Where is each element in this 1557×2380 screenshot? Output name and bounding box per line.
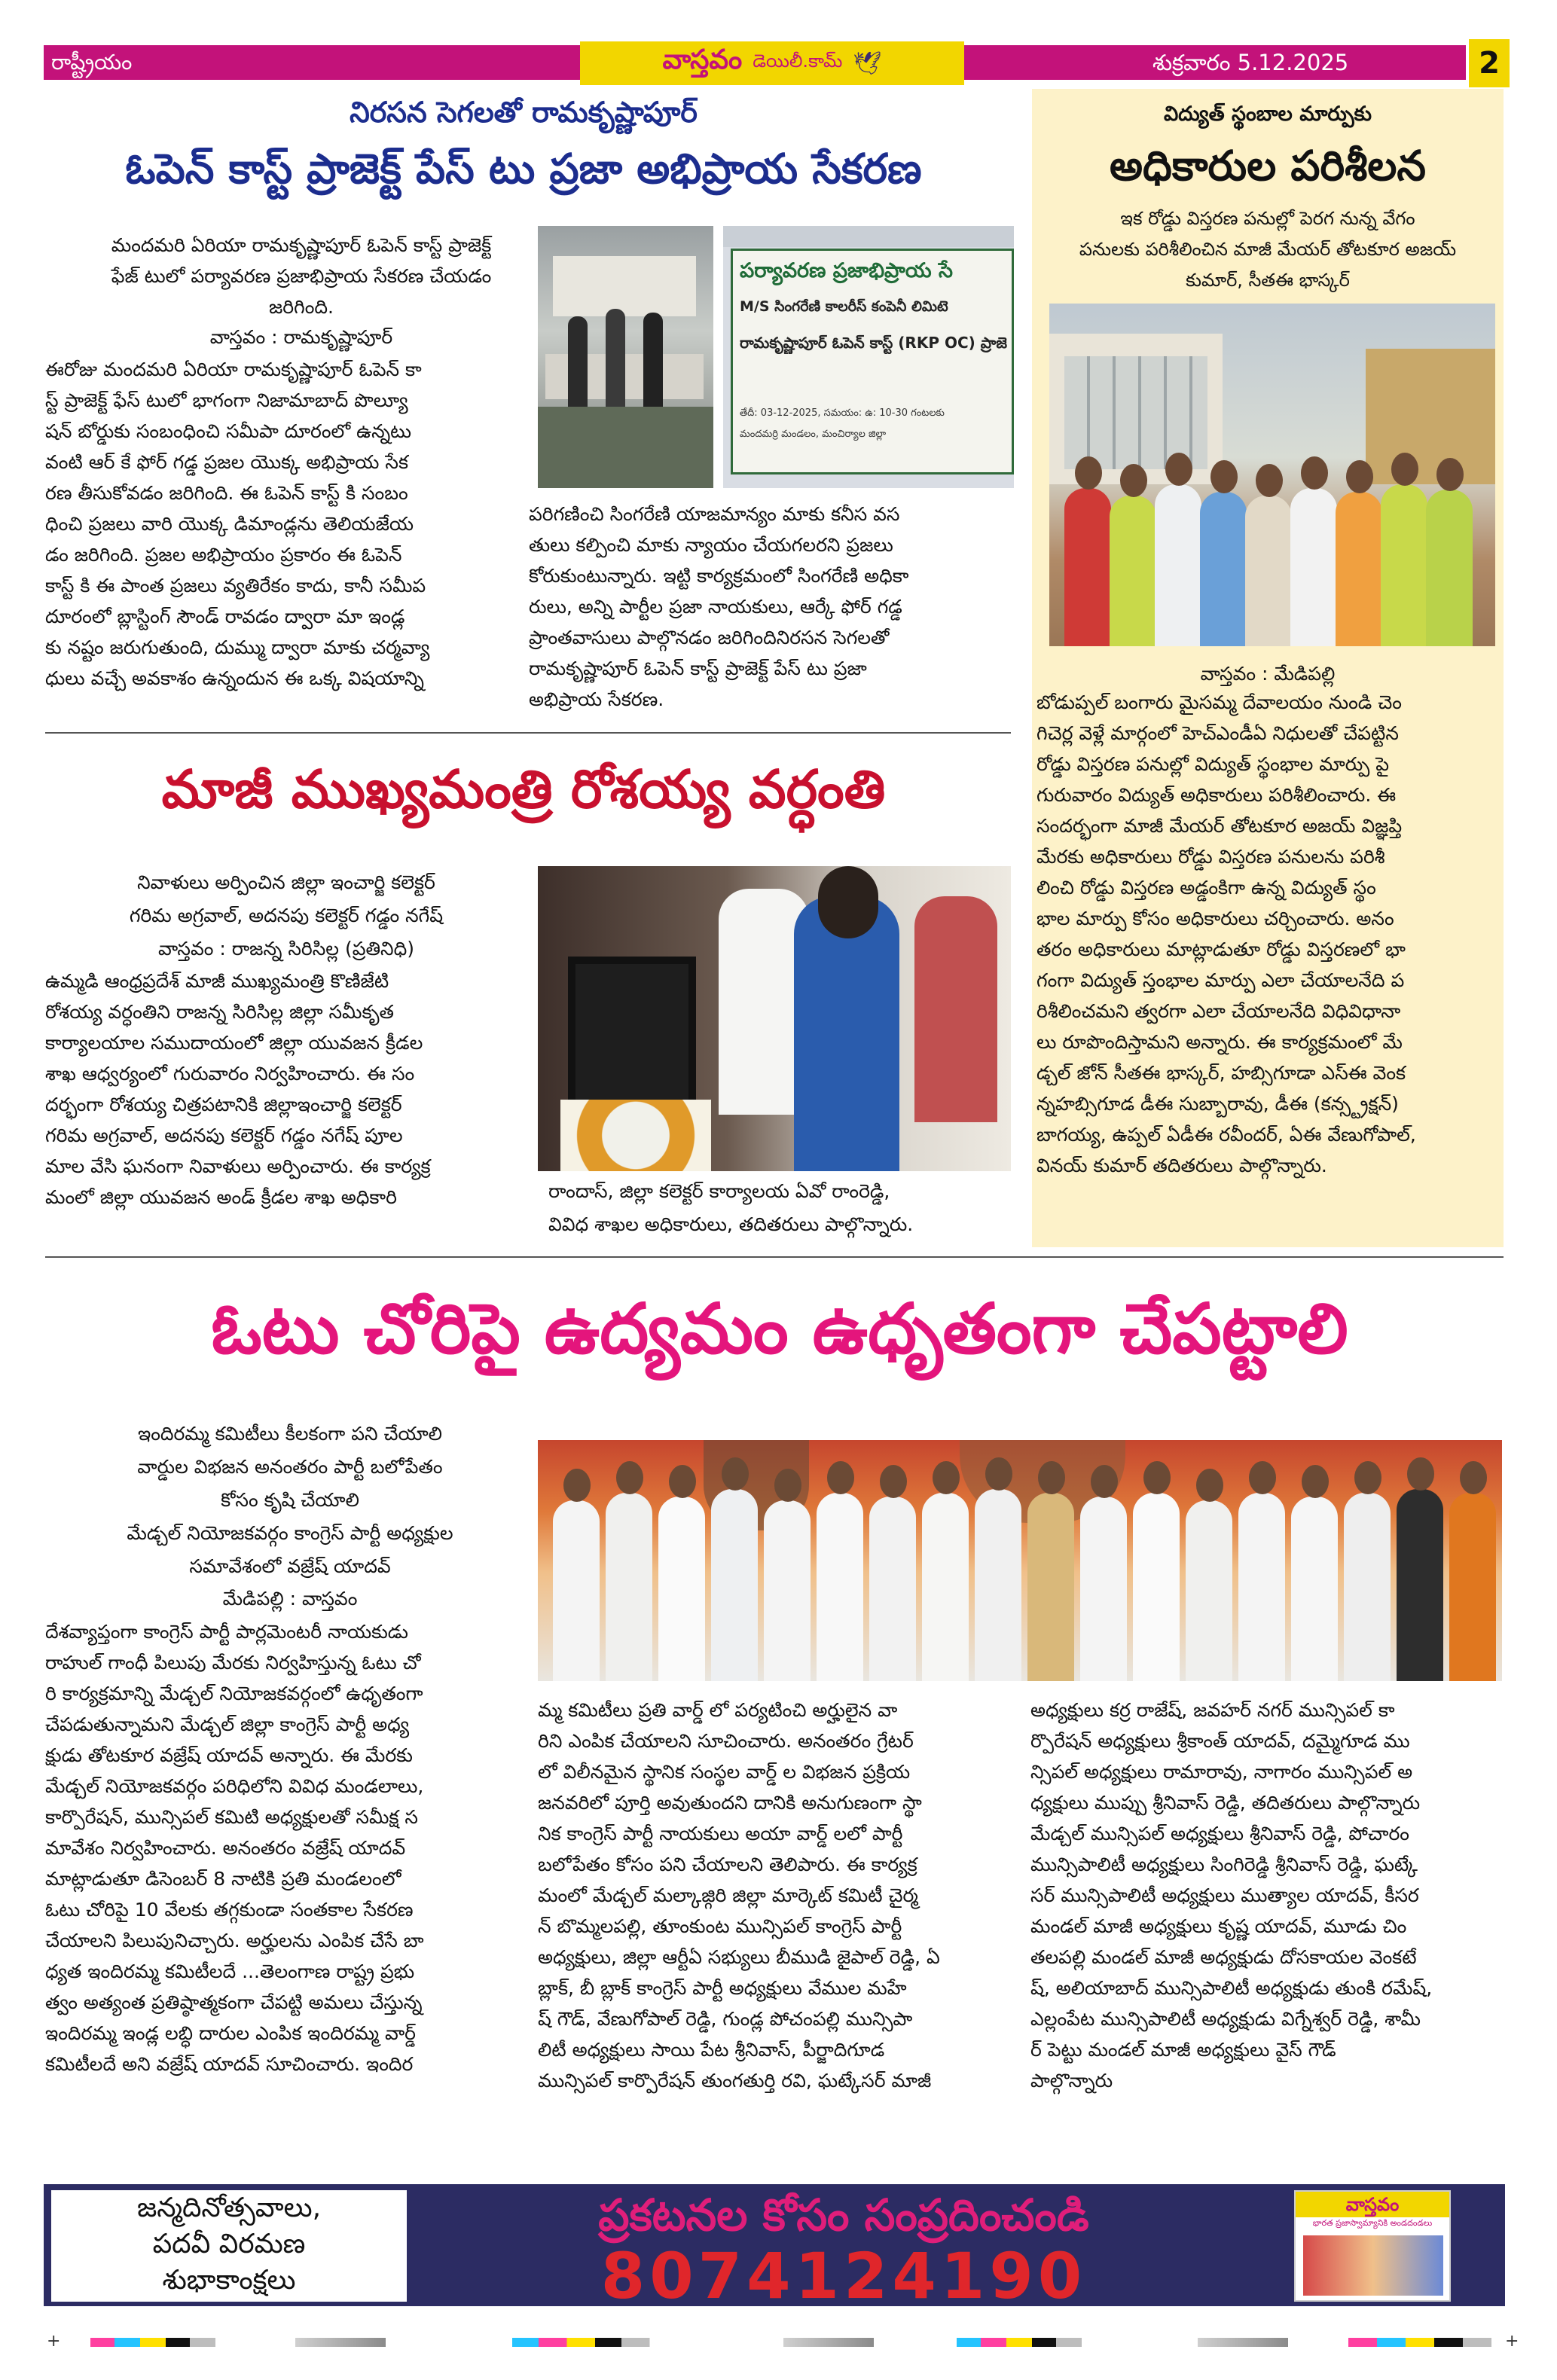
ad-thumb-brand: వాస్తవం: [1296, 2192, 1449, 2217]
story3-headline: మాజీ ముఖ్యమంత్రి రోశయ్య వర్ధంతి: [161, 758, 886, 820]
banner-company: M/S సింగరేణి కాలరీస్ కంపెనీ లిమిటె: [740, 298, 948, 315]
divider-story3: [45, 1256, 1504, 1258]
color-bar-2: [295, 2338, 386, 2347]
story4-dateline: మేడిపల్లి : వాస్తవం: [222, 1588, 358, 1610]
story3-intro: నివాళులు అర్పించిన జిల్లా ఇంచార్జి కలెక్టర్ గరిమ అగ్రవాల్, అదనపు కలెక్టర్ గడ్డం నగేష్: [129, 871, 444, 926]
masthead-logo: [580, 41, 964, 85]
ad-thumb-caption: భారత ప్రజాస్వామ్యానికి అండదండలు: [1312, 2218, 1433, 2228]
story3-body-col1: ఉమ్మడి ఆంధ్రప్రదేశ్ మాజీ ముఖ్యమంత్రి కొణిజేటి రోశయ్య వర్ధంతిని రాజన్న సిరిసిల్ల జిల్లా సమీకృత కార్యాలయాల సముదాయంలో జిల్లా యువజన క్రీడల శాఖ ఆధ్వర్యంలో గురువారం నిర్వహించారు. ఈ సం దర్భంగా రోశయ్య చిత్రపటానికి జిల్లాఇంచార్జి కలెక్టర్ గరిమ అగ్రవాల్, అదనపు కలెక్టర్ గడ్డం నగేష్ పూల మాల వేసి ఘనంగా నివాళులు అర్పించారు. ఈ కార్యక్ర మంలో జిల్లా యువజన అండ్ క్రీడల శాఖ అధికారి: [45, 970, 431, 1208]
story4-body-col1: దేశవ్యాప్తంగా కాంగ్రెస్ పార్టీ పార్లమెంటరీ నాయకుడు రాహుల్ గాంధీ పిలుపు మేరకు నిర్వహిస్తున్న ఓటు చో రి కార్యక్రమాన్ని మేడ్చల్ నియోజకవర్గంలో ఉధృతంగా చేపడుతున్నామని మేడ్చల్ జిల్లా కాంగ్రెస్ పార్టీ అధ్య క్షుడు తోటకూర వజ్రేష్ యాదవ్ అన్నారు. ఈ మేరకు మేడ్చల్ నియోజకవర్గం పరిధిలోని వివిధ మండలాలు, కార్పొరేషన్, మున్సిపల్ కమిటి అధ్యక్షులతో సమీక్ష స మావేశం నిర్వహించారు. అనంతరం వజ్రేష్ యాదవ్ మాట్లాడుతూ డిసెంబర్ 8 నాటికి ప్రతి మండలంలో ఓటు చోరిపై 10 వేలకు తగ్గకుండా సంతకాల సేకరణ చేయాలని పిలుపునిచ్చారు. అర్హులను ఎంపిక చేసే బా ధ్యత ఇందిరమ్మ కమిటీలదే ...తెలంగాణ రాష్ట్ర ప్రభు త్వం అత్యంత ప్రతిష్ఠాత్మకంగా చేపట్టి అమలు చేస్తున్న ఇందిరమ్మ ఇండ్ల లబ్ధి దారుల ఎంపిక ఇందిరమ్మ వార్డ్ కమిటీలదే అని వజ్రేష్ యాదవ్ సూచించారు. ఇందిర: [45, 1621, 424, 2075]
story3-body-col2: రాందాస్, జిల్లా కలెక్టర్ కార్యాలయ ఏవో రాంరెడ్డి, వివిధ శాఖల అధికారులు, తదితరులు పాల్గొన్నారు.: [548, 1180, 914, 1235]
story2-intro: ఇక రోడ్డు విస్తరణ పనుల్లో పెరగ నున్న వేగం పనులకు పరిశీలించిన మాజీ మేయర్ తోటకూర అజయ్ కుమార్, సీతఈ భాస్కర్: [1079, 208, 1457, 291]
banner-project: రామకృష్ణాపూర్ ఓపెన్ కాస్ట్ (RKP OC) ప్రాజె: [740, 334, 1007, 352]
color-bar-1: [90, 2338, 241, 2347]
ad-greetings-box: [51, 2190, 407, 2302]
banner-location: మందమర్రి మండలం, మంచిర్యాల జిల్లా: [740, 429, 887, 440]
story1-body-col2: పరిగణించి సింగరేణి యాజమాన్యం మాకు కనీస వస తులు కల్పించి మాకు న్యాయం చేయగలరని ప్రజలు కోరుకుంటున్నారు. ఇట్టి కార్యక్రమంలో సింగరేణి అధికా రులు, అన్ని పార్టీల ప్రజా నాయకులు, ఆర్కే ఫోర్ గడ్డ ప్రాంతవాసులు పాల్గొనడం జరిగిందినిరసన సెగలతో రామకృష్ణాపూర్ ఓపెన్ కాస్ట్ ప్రాజెక్ట్ పేస్ టు ప్రజా అభిప్రాయ సేకరణ.: [529, 503, 909, 710]
ad-greetings-text: జన్మదినోత్సవాలు, పదవీ విరమణ శుభాకాంక్షలు: [136, 2192, 322, 2296]
story2-dateline: వాస్తవం : మేడిపల్లి: [1200, 663, 1336, 685]
story2-photo-officials: [1049, 304, 1495, 646]
banner-title: పర్యావరణ ప్రజాభిప్రాయ సే: [740, 259, 953, 282]
story3-dateline: వాస్తవం : రాజన్న సిరిసిల్ల (ప్రతినిధి): [158, 938, 414, 960]
story1-photo-meeting: [538, 226, 713, 488]
masthead-brand-sub: డెయిలీ.కామ్: [753, 50, 843, 72]
story4-body-col3: అధ్యక్షులు కర్ర రాజేష్, జవహర్ నగర్ మున్సిపల్ కా ర్పొరేషన్ అధ్యక్షులు శ్రీకాంత్ యాదవ్, దమ్మైగూడ ము న్సిపల్ అధ్యక్షులు రామారావు, నాగారం మున్సిపల్ అ ధ్యక్షులు ముప్పు శ్రీనివాస్ రెడ్డి, తదితరులు పాల్గొన్నారు మేడ్చల్ మున్సిపల్ అధ్యక్షులు శ్రీనివాస్ రెడ్డి, పోచారం మున్సిపాలిటీ అధ్యక్షులు సింగిరెడ్డి శ్రీనివాస్ రెడ్డి, ఘట్కే సర్ మున్సిపాలిటీ అధ్యక్షులు ముత్యాల యాదవ్, కీసర మండల్ మాజీ అధ్యక్షులు కృష్ణ యాదవ్, మూడు చిం తలపల్లి మండల్ మాజీ అధ్యక్షుడు దోసకాయల వెంకటే ష్, అలియాబాద్ మున్సిపాలిటీ అధ్యక్షుడు తుంకి రమేష్, ఎల్లంపేట మున్సిపాలిటీ అధ్యక్షుడు విగ్నేశ్వర్ రెడ్డి, శామీ ర్ పెట్టు మండల్ మాజీ అధ్యక్షులు వైస్ గౌడ్ పాల్గొన్నారు: [1030, 1699, 1433, 2092]
page-number: 2: [1469, 39, 1510, 87]
ad-contact-headline: ప్రకటనల కోసం సంప్రదించండి: [598, 2189, 1089, 2241]
color-bar-5: [957, 2338, 1107, 2347]
story1-body-col1: ఈరోజు మందమరి ఏరియా రామకృష్ణాపూర్ ఓపెన్ కా స్ట్ ప్రాజెక్ట్ ఫేస్ టులో భాగంగా నిజామాబాద్ పొల్యూ షన్ బోర్డుకు సంబంధించి సమీపా దూరంలో ఉన్నటు వంటి ఆర్ కే ఫోర్ గడ్డ ప్రజల యొక్క అభిప్రాయ సేక రణ తీసుకోవడం జరిగింది. ఈ ఓపెన్ కాస్ట్ కి సంబం ధించి ప్రజలు వారి యొక్క డిమాండ్లను తెలియజేయ డం జరిగింది. ప్రజల అభిప్రాయం ప్రకారం ఈ ఓపెన్ కాస్ట్ కి ఈ పాంత ప్రజలు వ్యతిరేకం కాదు, కానీ సమీప దూరంలో బ్లాస్టింగ్ సౌండ్ రావడం ద్వారా మా ఇండ్ల కు నష్టం జరుగుతుంది, దుమ్ము ద్వారా మాకు చర్మవ్యా ధులు వచ్చే అవకాశం ఉన్నందున ఈ ఒక్క విషయాన్ని: [45, 359, 430, 689]
story1-intro: మందమరి ఏరియా రామకృష్ణాపూర్ ఓపెన్ కాస్ట్ ప్రాజెక్ట్ ఫేజ్ టులో పర్యావరణ ప్రజాభిప్రాయ సేకరణ చేయడం జరిగింది.: [111, 234, 492, 318]
story1-photo-banner: [723, 226, 1014, 488]
story2-kicker: విద్యుత్ స్థంబాల మార్పుకు: [1163, 102, 1372, 126]
color-bar-4: [783, 2338, 874, 2347]
section-label: రాష్ట్రీయం: [51, 50, 133, 75]
registration-mark-left: +: [47, 2332, 61, 2351]
story1-headline: ఓపెన్ కాస్ట్ ప్రాజెక్ట్ పేస్ టు ప్రజా అభిప్రాయ సేకరణ: [125, 145, 922, 193]
divider-story1: [45, 732, 1011, 734]
color-bar-7: [1348, 2338, 1491, 2347]
story1-kicker: నిరసన సెగలతో రామకృష్ణాపూర్: [350, 96, 698, 129]
story4-body-col2: మ్మ కమిటీలు ప్రతి వార్డ్ లో పర్యటించి అర్హులైన వా రిని ఎంపిక చేయాలని సూచించారు. అనంతరం గ్రేటర్ లో విలీనమైన స్థానిక సంస్థల వార్డ్ ల విభజన ప్రక్రియ జనవరిలో పూర్తి అవుతుందని దానికి అనుగుణంగా స్థా నిక కాంగ్రెస్ పార్టీ నాయకులు అయా వార్డ్ లలో పార్టీ బలోపేతం కోసం పని చేయాలని తెలిపారు. ఈ కార్యక్ర మంలో మేడ్చల్ మల్కాజ్గిరి జిల్లా మార్కెట్ కమిటీ చైర్మ న్ బొమ్మలపల్లి, తూంకుంట మున్సిపల్ కాంగ్రెస్ పార్టీ అధ్యక్షులు, జిల్లా ఆర్టీఏ సభ్యులు బీముడి జైపాల్ రెడ్డి, ఏ బ్లాక్, బీ బ్లాక్ కాంగ్రెస్ పార్టీ అధ్యక్షులు వేముల మహే ష్ గౌడ్, వేణుగోపాల్ రెడ్డి, గుండ్ల పోచంపల్లి మున్సిపా లిటీ అధ్యక్షులు సాయి పేట శ్రీనివాస్, పీర్జాదిగూడ మున్సిపల్ కార్పొరేషన్ తుంగతుర్తి రవి, ఘట్కేసర్ మాజీ: [538, 1699, 940, 2092]
story4-photo-group: [538, 1440, 1502, 1681]
registration-mark-right: +: [1505, 2332, 1519, 2351]
story2-headline: అధికారుల పరిశీలన: [1110, 142, 1426, 190]
banner-date: తేదీ: 03-12-2025, సమయం: ఉ: 10-30 గంటలకు: [740, 407, 945, 419]
issue-date: శుక్రవారం 5.12.2025: [1152, 50, 1349, 75]
story1-dateline: వాస్తవం : రామకృష్ణాపూర్: [209, 326, 393, 348]
story2-body: బోడుప్పల్ బంగారు మైసమ్మ దేవాలయం నుండి చెం గిచెర్ల వెళ్లే మార్గంలో హెచ్ఎండీఏ నిధులతో చేపట్టిన రోడ్డు విస్తరణ పనుల్లో విద్యుత్ స్థంభాల మార్పు పై గురువారం విద్యుత్ అధికారులు పరిశీలించారు. ఈ సందర్భంగా మాజీ మేయర్ తోటకూర అజయ్ విజ్ఞప్తి మేరకు అధికారులు రోడ్డు విస్తరణ పనులను పరిశీ లించి రోడ్డు విస్తరణ అడ్డంకిగా ఉన్న విద్యుత్ స్థం భాల మార్పు కోసం అధికారులు చర్చించారు. అనం తరం అధికారులు మాట్లాడుతూ రోడ్డు విస్తరణలో భా గంగా విద్యుత్ స్తంభాల మార్పు ఎలా చేయాలనేది ప రిశీలించమని త్వరగా ఎలా చేయాలనేది విధివిధానా లు రూపొందిస్తామని అన్నారు. ఈ కార్యక్రమంలో మే డ్చల్ జోన్ సీతఈ భాస్కర్, హబ్సిగూడా ఎస్ఈ వెంక న్నహబ్సిగూడ డీఈ సుబ్బారావు, డీఈ (కన్స్ట్రక్షన్) బాగయ్య, ఉప్పల్ ఏడీఈ రవీందర్, ఏఈ వేణుగోపాల్, వినయ్ కుమార్ తదితరులు పాల్గొన్నారు.: [1036, 691, 1416, 1176]
ad-phone-number[interactable]: 8074124190: [600, 2239, 1087, 2313]
masthead-brand: వాస్తవం: [662, 44, 743, 75]
bird-logo-icon: 🕊: [853, 50, 882, 77]
color-bar-6: [1198, 2338, 1288, 2347]
ad-thumbnail: [1294, 2190, 1451, 2302]
story3-photo-tribute: [538, 866, 1011, 1171]
story4-intro: ఇందిరమ్మ కమిటీలు కీలకంగా పని చేయాలి వార్డుల విభజన అనంతరం పార్టీ బలోపేతం కోసం కృషి చేయాలి మేడ్చల్ నియోజకవర్గం కాంగ్రెస్ పార్టీ అధ్యక్షుల సమావేశంలో వజ్రేష్ యాదవ్: [127, 1423, 453, 1577]
story4-headline: ఓటు చోరిపై ఉద్యమం ఉధృతంగా చేపట్టాలి: [211, 1289, 1348, 1369]
color-bar-3: [512, 2338, 678, 2347]
